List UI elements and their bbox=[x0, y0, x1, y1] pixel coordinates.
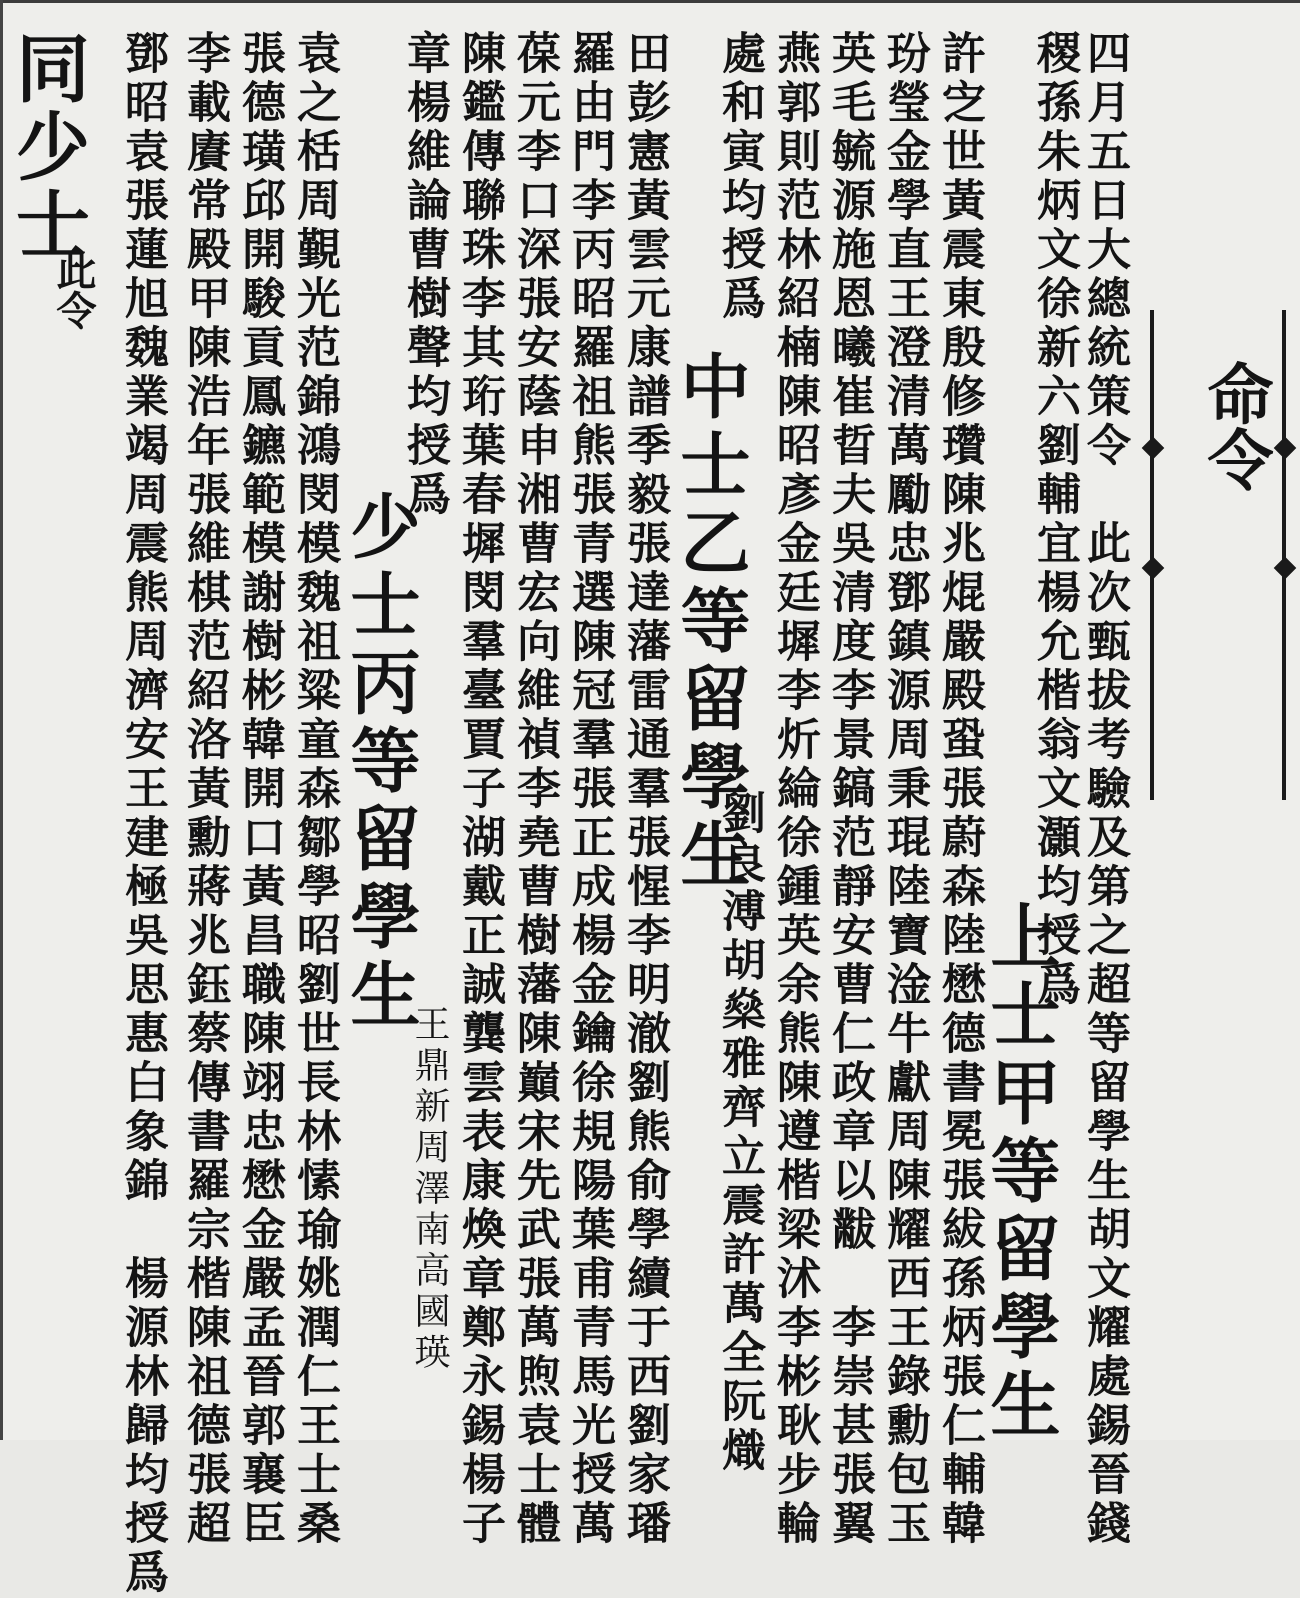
decree-line-7: 處和寅均授爲 bbox=[714, 30, 765, 324]
decree-line-9: 羅由門李丙昭羅祖熊張青選陳冠羣張正成楊金鑰徐規陽葉甫青馬光授萬 bbox=[564, 30, 615, 1549]
closing-order: 此令 bbox=[50, 250, 97, 330]
decree-line-15: 李載賡常殿甲陳浩年張維棋范紹洛黃勳蔣兆鈺蔡傳書羅宗楷陳祖德張超 bbox=[179, 30, 230, 1549]
ornament-diamond bbox=[1142, 437, 1165, 460]
frame-top-border bbox=[0, 0, 1300, 3]
decree-line-1: 四月五日大總統策令 此次甄拔考驗及第之超等留學生胡文耀處錫晉錢 bbox=[1079, 30, 1130, 1549]
decree-line-12: 章楊維論曹樹聲均授爲 bbox=[399, 30, 450, 520]
decree-line-12-tail: 王鼎新周澤南高國瑛 bbox=[409, 1005, 450, 1374]
decree-line-13: 袁之栝周覲光范錦鴻閔模魏祖粱童森鄒學昭劉世長林愫瑜姚潤仁王士桑 bbox=[289, 30, 340, 1549]
rank-heading-middle: 中士乙等留學生 bbox=[669, 350, 752, 896]
decree-line-7-tail: 劉良溥胡燊雅齊立震許萬全阮熾 bbox=[714, 790, 765, 1476]
decree-line-10: 葆元李口深張安蔭申湘曹宏向維禎李堯曹樹藩陳巔宋先武張萬煦袁士體 bbox=[509, 30, 560, 1549]
decree-line-11: 陳鑑傳聯珠李其珩葉春墀閔羣臺賈子湖戴正誠龔雲表康煥章鄭永錫楊子 bbox=[454, 30, 505, 1549]
ornament-diamond bbox=[1142, 557, 1165, 580]
rank-heading-upper: 上士甲等留學生 bbox=[979, 900, 1062, 1446]
section-heading: 命令 bbox=[1196, 360, 1274, 492]
decree-line-8: 田彭憲黃雲元康譜季毅張達藩雷通羣張惺李明澈劉熊俞學續于西劉家璠 bbox=[619, 30, 670, 1549]
heading-rule-left bbox=[1150, 310, 1154, 800]
decree-line-6: 燕郭則范林紹楠陳昭彥金廷墀李炘綸徐鍾英余熊陳遵楷梁沭李彬耿步輪 bbox=[769, 30, 820, 1549]
decree-line-4: 玢瑩金學直王澄清萬勵忠鄧鎮源周秉琨陸寶淦牛獻周陳耀西王錄勳包玉 bbox=[879, 30, 930, 1549]
decree-line-3: 許㝎世黃震東殷修瓚陳兆焜嚴殿蛩張蔚森陸懋德書冕張紱孫炳張仁輔韓 bbox=[934, 30, 985, 1549]
rank-heading-lower: 少士丙等留學生 bbox=[339, 490, 422, 1036]
decree-line-2-text: 稷孫朱炳文徐新六劉輔宜楊允楷翁文灝均授爲 bbox=[1029, 30, 1080, 1010]
decree-line-14: 張德璜邱開駿貢鳳鑣範模謝樹彬韓開口黃昌職陳翊忠懋金嚴孟晉郭襄臣 bbox=[234, 30, 285, 1549]
decree-line-5: 英毛毓源施恩曦崔晢夫吳清度李景鎬范靜安曹仁政章以黻 李崇甚張翼 bbox=[824, 30, 875, 1549]
closing-heading: 同少士 bbox=[4, 30, 90, 264]
decree-line-16: 鄧昭袁張蓮旭魏業竭周震熊周濟安王建極吳思惠白象錦 楊源林歸均授爲 bbox=[117, 30, 168, 1598]
